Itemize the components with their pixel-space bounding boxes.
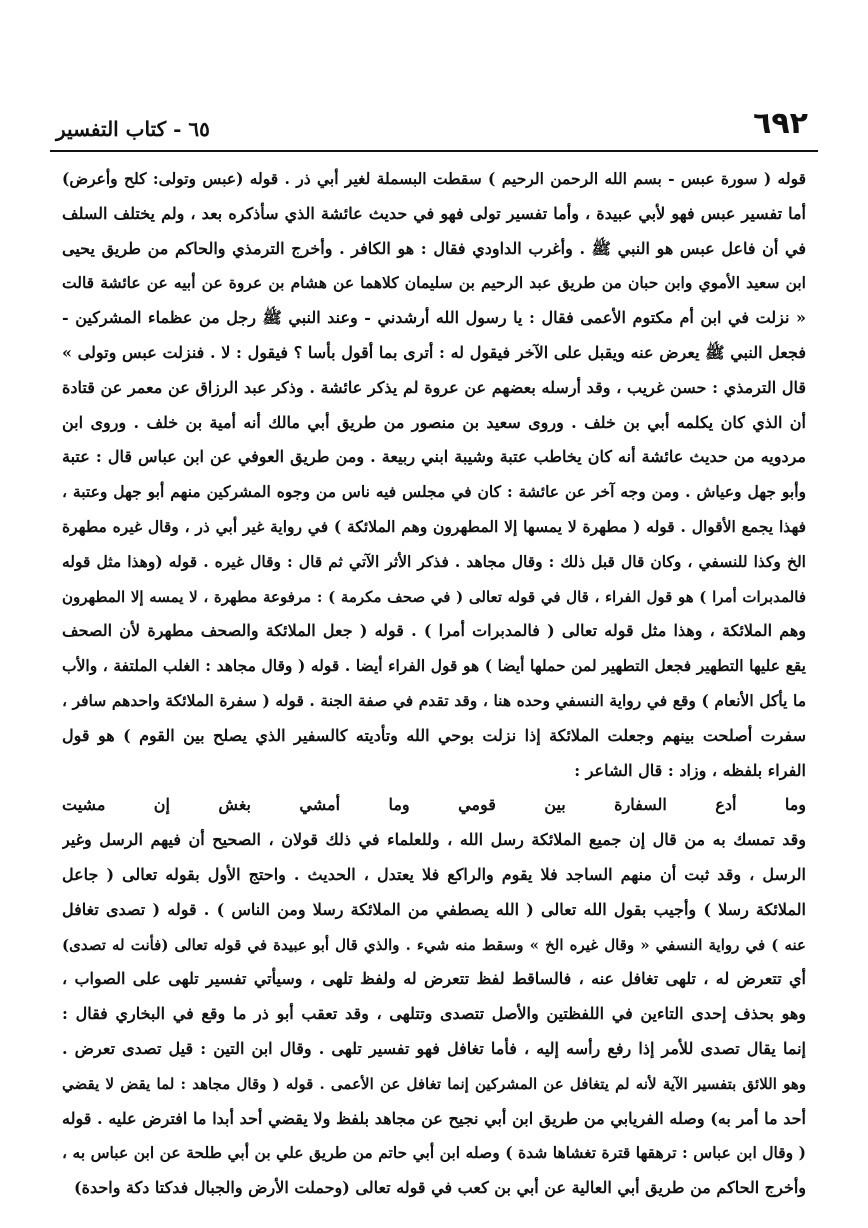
text-line: فالمدبرات أمرا ) هو قول الفراء ، قال في قوله تعالى ( في صحف مكرمة ) : مرفوعة مطهرة ، لا يمسه إلا المطهرون — [62, 587, 806, 606]
text-line: الرسل ، وقد ثبت أن منهم الساجد فلا يقوم والراكع فلا يعتدل ، الحديث . واحتج الأول بقوله تعالى ( جاعل — [62, 864, 806, 884]
text-line: أما تفسير عبس فهو لأبي عبيدة ، وأما تفسير تولى فهو في حديث عائشة الذي سأذكره بعد ، ولم يختلف السلف — [62, 203, 806, 223]
text-line: وأخرج الحاكم من طريق أبي العالية عن أبي بن كعب في قوله تعالى (وحملت الأرض والجبال فدكتا دكة واحدة) — [74, 1178, 806, 1198]
text-line: « نزلت في ابن أم مكتوم الأعمى فقال : يا رسول الله أرشدني - وعند النبي ﷺ رجل من عظماء المشركين - — [62, 308, 806, 328]
poem-hemistich-right: وما أدع السفارة بين قومي — [458, 795, 806, 815]
text-line: ( وقال ابن عباس : ترهقها قترة تغشاها شدة ) وصله ابن أبي حاتم من طريق علي بن أبي طلحة عن ابن عباس به ، — [62, 1143, 806, 1163]
commentary-paragraph-1 — [62, 162, 806, 788]
text-line: فهذا يجمع الأقوال . قوله ( مطهرة لا يمسها إلا المطهرون وهم الملائكة ) في رواية غير أبي ذر ، وقال غيره مطهرة — [62, 516, 806, 536]
text-line: يقع عليها التطهير فجعل التطهير لمن حملها أيضا ) هو قول الفراء أيضا . قوله ( وقال مجاهد : الغلب الملتفة ، والأب — [62, 656, 806, 676]
text-line: وأبو جهل وعياش . ومن وجه آخر عن عائشة : كان في مجلس فيه ناس من وجوه المشركين منهم أبو جهل وعتبة ، — [62, 482, 806, 502]
text-line: أن الذي كان يكلمه أبي بن خلف . وروى سعيد بن منصور من طريق أبي مالك أنه أمية بن خلف . وروى ابن — [62, 412, 806, 432]
text-line: فجعل النبي ﷺ يعرض عنه ويقبل على الآخر فيقول له : أترى بما أقول بأسا ؟ فيقول : لا . فنزلت عبس وتولى » — [62, 342, 806, 362]
text-line: وهو اللائق بتفسير الآية لأنه لم يتغافل عن المشركين إنما تغافل عن الأعمى . قوله ( وقال مجاهد : لما يقض لا يقضي — [62, 1074, 806, 1093]
commentary-paragraph-2 — [62, 823, 806, 1206]
page-header — [50, 104, 818, 152]
page-number: ٦٩٢ — [753, 106, 808, 141]
running-title: ٦٥ - كتاب التفسير — [56, 117, 210, 141]
text-line: ما يأكل الأنعام ) وقع في رواية النسفي وحده هنا ، وقد تقدم في صفة الجنة . قوله ( سفرة الملائكة واحدهم سافر ، — [62, 690, 806, 710]
text-line: أي تتعرض له ، تلهى تغافل عنه ، فالساقط لفظ تتعرض له ولفظ تلهى ، وسيأتي تفسير تلهى على الصواب ، — [62, 969, 806, 989]
poem-hemistich-left: وما أمشي بغش إن مشيت — [62, 795, 410, 815]
text-line: الملائكة رسلا ) وأجيب بقول الله تعالى ( الله يصطفي من الملائكة رسلا ومن الناس ) . قوله ( تصدى تغافل — [62, 899, 806, 919]
text-line: إنما يقال تصدى للأمر إذا رفع رأسه إليه ، فأما تغافل فهو تفسير تلهى . وقال ابن التين : قيل تصدى تعرض . — [62, 1038, 806, 1058]
text-line: الخ وكذا للنسفي ، وكان قال قبل ذلك : وقال مجاهد . فذكر الأثر الآتي ثم قال : وقال غيره . قوله (وهذا مثل قوله — [62, 551, 806, 571]
text-line: وهم الملائكة ، وهذا مثل قوله تعالى ( فالمدبرات أمرا ) . قوله ( جعل الملائكة والصحف مطهرة لأن الصحف — [62, 621, 806, 641]
text-line: الفراء بلفظه ، وزاد : قال الشاعر : — [574, 760, 806, 780]
text-line: قال الترمذي : حسن غريب ، وقد أرسله بعضهم عن عروة لم يذكر عائشة . وذكر عبد الرزاق عن معمر عن قتادة — [62, 377, 806, 397]
text-line: سفرت أصلحت بينهم وجعلت الملائكة إذا نزلت بوحي الله وتأديته كالسفير الذي يصلح بين القوم ) هو قول — [62, 725, 806, 745]
text-line: وقد تمسك به من قال إن جميع الملائكة رسل الله ، وللعلماء في ذلك قولان ، الصحيح أن فيهم الرسل وغير — [62, 830, 806, 850]
text-line: في أن فاعل عبس هو النبي ﷺ . وأغرب الداودي فقال : هو الكافر . وأخرج الترمذي والحاكم من طريق يحيى — [62, 238, 806, 258]
text-line: وهو بحذف إحدى التاءين في اللفظتين والأصل تتصدى وتتلهى ، وقد تعقب أبو ذر ما وقع في البخاري فقال : — [62, 1004, 806, 1024]
text-line: مردويه من حديث عائشة أنه كان يخاطب عتبة وشيبة ابني ربيعة . ومن طريق العوفي عن ابن عباس قال : عتبة — [62, 447, 806, 467]
text-line: أحد ما أمر به) وصله الفريابي من طريق ابن أبي نجيح عن مجاهد بلفظ ولا يقضي أحد أبدا ما افترض عليه . قوله — [62, 1108, 806, 1128]
text-line: ابن سعيد الأموي وابن حبان من طريق عبد الرحيم بن سليمان كلاهما عن هشام بن عروة عن أبيه عن عائشة قالت — [62, 273, 806, 293]
text-line: عنه ) في رواية النسفي « وقال غيره الخ » وسقط منه شيء . والذي قال أبو عبيدة في قوله تعالى (فأنت له تصدى) — [62, 935, 806, 954]
poem-verse — [62, 788, 806, 823]
header-rule — [50, 150, 818, 152]
text-line: قوله ( سورة عبس - بسم الله الرحمن الرحيم ) سقطت البسملة لغير أبي ذر . قوله (عبس وتولى: كلح وأعرض) — [62, 169, 806, 188]
body-text — [62, 162, 806, 1206]
